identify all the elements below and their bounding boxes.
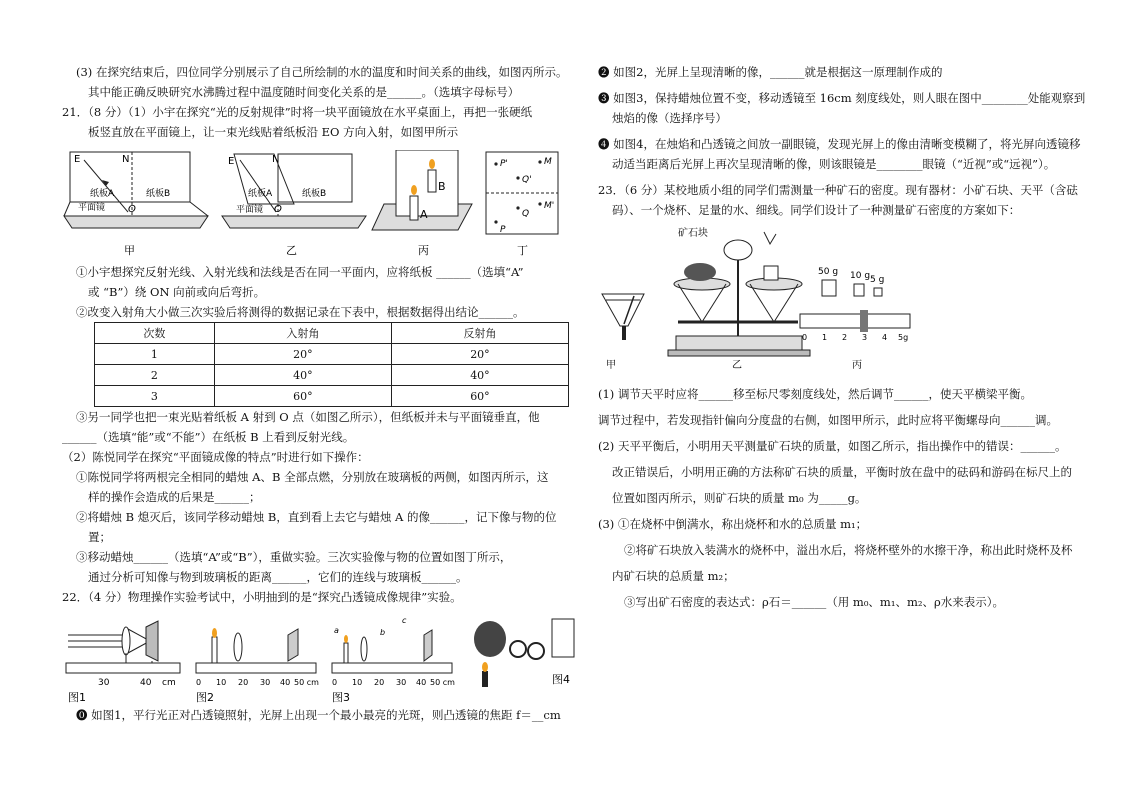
table-cell: 20° — [391, 344, 568, 365]
q21-p2-1b: 样的操作会造成的后果是______； — [88, 490, 261, 504]
ruler3-0: 0 — [332, 678, 338, 687]
q23-2c: 位置如图丙所示，则矿石块的质量 m₀ 为_____g。 — [612, 491, 867, 505]
ruler1-40: 40 — [140, 678, 152, 688]
q23-3b: ②将矿石块放入装满水的烧杯中，溢出水后，将烧杯壁外的水擦干净，称出此时烧杯及杯 — [624, 543, 1073, 557]
table-cell: 60° — [391, 386, 568, 407]
scale-3: 3 — [862, 333, 868, 342]
ding-m1: M — [544, 157, 552, 167]
ruler2-50: 50 cm — [294, 678, 319, 687]
q21-3-a: ③另一同学也把一束光贴着纸板 A 射到 O 点（如图乙所示），但纸板并未与平面镜垂直，他 — [76, 410, 540, 424]
ruler3-20: 20 — [374, 678, 385, 687]
q23-1b: 调节过程中，若发现指针偏向分度盘的右侧，如图甲所示，此时应将平衡螺母向______调。 — [598, 413, 1058, 427]
q21-2: ②改变入射角大小做三次实验后将测得的数据记录在下表中，根据数据得出结论______。 — [76, 305, 525, 319]
ding-p1: P' — [500, 159, 508, 169]
q23-stem-b: 码）、一个烧杯、足量的水、细线。同学们设计了一种测量矿石密度的方案如下： — [612, 203, 1021, 217]
q23-3c: 内矿石块的总质量 m₂； — [612, 569, 735, 583]
q23-2b: 改正错误后，小明用正确的方法称矿石块的质量，平衡时放在盘中的砝码和游码在标尺上的 — [612, 465, 1072, 479]
q23-stem-a: 23．（6 分）某校地质小组的同学们需测量一种矿石的密度。现有器材：小矿石块、天平（含砝 — [598, 183, 1078, 197]
q23-3d: ③写出矿石密度的表达式：ρ石＝______（用 m₀、m₁、m₂、ρ水来表示）。 — [624, 595, 1004, 609]
figure-21-reflection — [62, 150, 582, 262]
q22-1: ⓿ 如图1，平行光正对凸透镜照射，光屏上出现一个最小最亮的光斑，则凸透镜的焦距 f＝__cm — [76, 708, 561, 722]
fig22-2 — [196, 628, 319, 704]
table-cell: 3 — [95, 386, 215, 407]
weight-5g: 5 g — [870, 275, 885, 285]
caption-yi: 乙 — [286, 244, 297, 257]
fig21-bing — [372, 150, 472, 257]
scale-5g: 5g — [898, 333, 909, 342]
caption-bing: 丙 — [418, 244, 429, 257]
ruler2-0: 0 — [196, 678, 202, 687]
bing-candle-b: B — [438, 180, 446, 193]
fig3-label-c: c — [402, 616, 407, 625]
left-column — [62, 62, 582, 725]
jia-board-b: 纸板B — [146, 189, 171, 199]
ding-p2: P — [500, 225, 506, 235]
q21-p2-1a: ①陈悦同学将两根完全相同的蜡烛 A、B 全部点燃，分别放在玻璃板的两侧，如图丙所示，这 — [76, 470, 549, 484]
ruler1-cm: cm — [162, 678, 176, 688]
table-header: 次数 — [95, 323, 215, 344]
q21-3-b: ______（选填“能”或“不能”）在纸板 B 上看到反射光线。 — [62, 430, 355, 444]
weight-50g: 50 g — [818, 267, 839, 277]
ruler3-40: 40 — [416, 678, 427, 687]
fig22-1 — [66, 621, 180, 704]
q22-stem: 22．（4 分）物理操作实验考试中，小明抽到的是“探究凸透镜成像规律”实验。 — [62, 590, 462, 604]
q21-1-a: ①小宇想探究反射光线、入射光线和法线是否在同一平面内，应将纸板 ______（选填“A” — [76, 265, 524, 279]
jia-point-o: O — [128, 204, 136, 215]
yi-board-a: 纸板A — [248, 189, 273, 199]
caption-fig1: 图1 — [68, 691, 86, 704]
q21-p2-3b: 通过分析可知像与物到玻璃板的距离______，它们的连线与玻璃板______。 — [88, 570, 468, 584]
fig23-jia — [602, 294, 644, 371]
q22-3b: 烛焰的像（选择序号） — [612, 111, 727, 125]
table-cell: 60° — [214, 386, 391, 407]
q23-1a: (1) 调节天平时应将______移至标尺零刻度线处，然后调节______，使天平横梁平衡。 — [598, 387, 1032, 401]
yi-label-e: E — [228, 156, 235, 167]
ding-q1: Q' — [522, 175, 532, 185]
table-cell: 1 — [95, 344, 215, 365]
q20-3-line1: (3) 在探究结束后，四位同学分别展示了自己所绘制的水的温度和时间关系的曲线，如图丙所示。 — [76, 65, 568, 79]
figure-22-lens — [62, 613, 582, 705]
ruler3-10: 10 — [352, 678, 363, 687]
weight-10g: 10 g — [850, 271, 871, 281]
caption-fig4: 图4 — [552, 673, 570, 686]
table-row — [95, 344, 569, 365]
fig23-bing — [800, 267, 910, 371]
yi-label-n: N — [272, 154, 280, 165]
caption-fig2: 图2 — [196, 691, 214, 704]
q21-line2: 板竖直放在平面镜上，让一束光线贴着纸板沿 EO 方向入射，如图甲所示 — [88, 125, 459, 139]
ruler3-50: 50 cm — [430, 678, 455, 687]
figure-23-svg — [598, 226, 1098, 376]
ruler2-10: 10 — [216, 678, 227, 687]
table-header-row — [95, 323, 569, 344]
table-cell: 20° — [214, 344, 391, 365]
q21-line1: 21．（8 分）（1）小宇在探究“光的反射规律”时将一块平面镜放在水平桌面上，再把一张硬纸 — [62, 105, 533, 119]
ruler2-30: 30 — [260, 678, 271, 687]
q22-4b: 动适当距离后光屏上再次呈现清晰的像，则该眼镜是________眼镜（“近视”或“远视”）。 — [612, 157, 1056, 171]
caption-23-jia: 甲 — [606, 360, 616, 371]
q21-part2: （2）陈悦同学在探究“平面镜成像的特点”时进行如下操作： — [62, 450, 369, 464]
q22-3a: ❸ 如图3，保持蜡烛位置不变，移动透镜至 16cm 刻度线处，则人眼在图中________处能观察到 — [598, 91, 1086, 105]
table-cell: 40° — [214, 365, 391, 386]
yi-board-b: 纸板B — [302, 189, 327, 199]
caption-23-bing: 丙 — [852, 360, 862, 371]
right-column — [598, 62, 1098, 612]
q21-p2-2b: 置； — [88, 530, 111, 544]
ore-label: 矿石块 — [678, 228, 708, 239]
jia-mirror: 平面镜 — [78, 203, 106, 213]
table-header: 反射角 — [391, 323, 568, 344]
fig21-yi — [222, 154, 366, 257]
bing-candle-a: A — [420, 208, 428, 221]
fig3-label-a: a — [334, 626, 339, 635]
q23-2a: (2) 天平平衡后，小明用天平测量矿石块的质量，如图乙所示，指出操作中的错误：______。 — [598, 439, 1067, 453]
q21-1-b: 或 “B”）绕 ON 向前或向后弯折。 — [88, 285, 266, 299]
ruler1-30: 30 — [98, 678, 110, 688]
reflection-data-table — [94, 322, 569, 407]
scale-4: 4 — [882, 333, 888, 342]
table-row — [95, 386, 569, 407]
figure-23-balance — [598, 226, 1098, 376]
ruler3-30: 30 — [396, 678, 407, 687]
fig3-label-b: b — [380, 628, 386, 637]
scale-2: 2 — [842, 333, 848, 342]
caption-jia: 甲 — [124, 244, 135, 257]
q22-4a: ❹ 如图4，在烛焰和凸透镜之间放一副眼镜，发现光屏上的像由清晰变模糊了，将光屏向透镜移 — [598, 137, 1081, 151]
jia-board-a: 纸板A — [90, 189, 115, 199]
fig22-4 — [474, 619, 574, 687]
fig22-3 — [332, 616, 455, 704]
scale-1: 1 — [822, 333, 828, 342]
q21-p2-2a: ②将蜡烛 B 熄灭后，该同学移动蜡烛 B，直到看上去它与蜡烛 A 的像______，记下像与物的位 — [76, 510, 557, 524]
jia-label-n: N — [122, 154, 130, 165]
fig23-yi — [668, 226, 810, 371]
scale-0: 0 — [802, 333, 808, 342]
figure-21-svg — [62, 150, 582, 262]
q23-3a: (3) ①在烧杯中倒满水，称出烧杯和水的总质量 m₁； — [598, 517, 868, 531]
yi-point-o: O — [274, 204, 282, 215]
ding-m2: M' — [544, 201, 555, 211]
ruler2-40: 40 — [280, 678, 291, 687]
fig21-ding — [486, 152, 558, 257]
table-row — [95, 365, 569, 386]
table-cell: 40° — [391, 365, 568, 386]
caption-23-yi: 乙 — [732, 360, 742, 371]
ruler2-20: 20 — [238, 678, 249, 687]
figure-22-svg — [62, 613, 582, 705]
caption-ding: 丁 — [517, 244, 528, 257]
q22-2: ❷ 如图2，光屏上呈现清晰的像，______就是根据这一原理制作成的 — [598, 65, 943, 79]
jia-label-e: E — [74, 154, 81, 165]
table-cell: 2 — [95, 365, 215, 386]
table-header: 入射角 — [214, 323, 391, 344]
yi-mirror: 平面镜 — [236, 205, 264, 215]
fig21-jia — [64, 152, 208, 257]
caption-fig3: 图3 — [332, 691, 350, 704]
q20-3-line2: 其中能正确反映研究水沸腾过程中温度随时间变化关系的是______。（选填字母标号） — [88, 85, 520, 99]
q21-p2-3a: ③移动蜡烛______（选填“A”或“B”），重做实验。三次实验像与物的位置如图丁所示， — [76, 550, 512, 564]
ding-q2: Q — [522, 209, 530, 219]
